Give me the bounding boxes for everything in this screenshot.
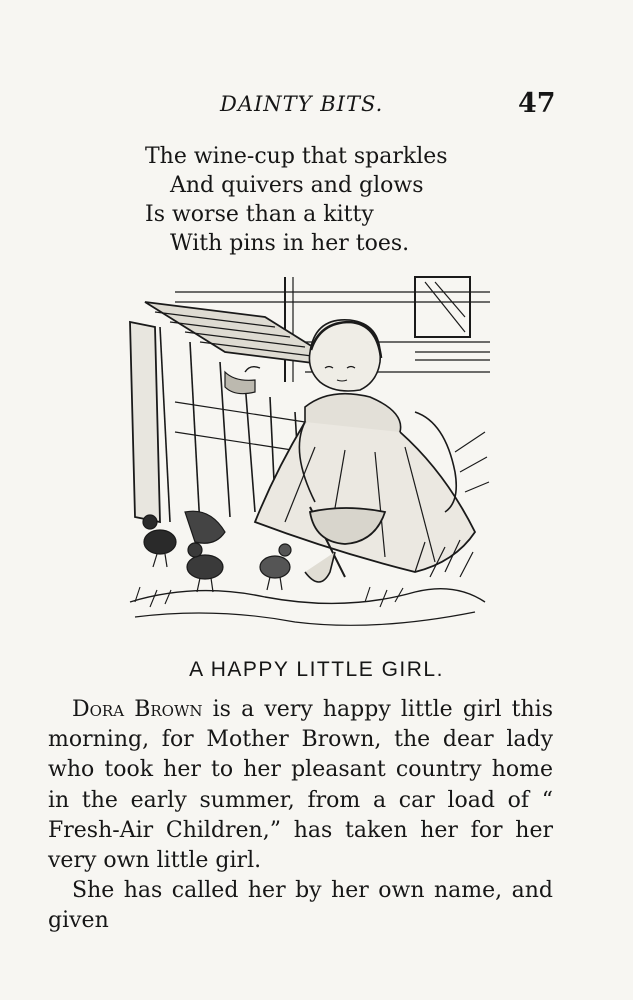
poem-line: The wine-cup that sparkles [145, 144, 448, 169]
engraving-illustration [115, 272, 490, 642]
paragraph: She has called her by her own name, and given [48, 878, 553, 934]
page-number: 47 [518, 88, 556, 119]
page-header [0, 88, 633, 122]
illustration-caption: A HAPPY LITTLE GIRL. [189, 658, 444, 681]
paragraph [48, 695, 553, 876]
running-title: DAINTY BITS. [220, 92, 384, 116]
poem-line: Is worse than a kitty [145, 202, 374, 227]
poem-line: And quivers and glows [170, 173, 424, 198]
poem-line: With pins in her toes. [170, 231, 410, 256]
character-name: Dora Brown [72, 697, 203, 722]
paragraph-text: is a very happy little girl this morning, for Mother Brown, the dear lady who took her to her pleasant country home in the early summer, from a car load of “ Fresh-Air Children,” has taken her for her very own little girl. [48, 697, 553, 874]
body-text [48, 695, 553, 937]
